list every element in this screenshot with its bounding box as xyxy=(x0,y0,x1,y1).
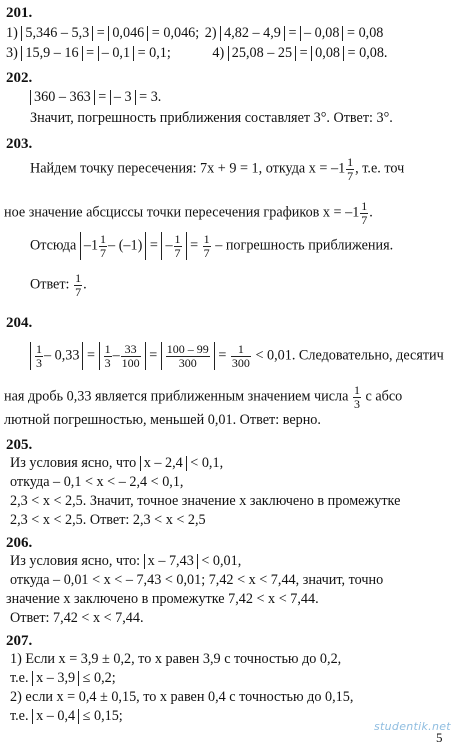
problem-203-line3: Отсюда –1 $\frac{1}{7}$ – (–1) = – $\frac{1}{7}$ = $\frac{1}{7}$ – погрешность приближения. xyxy=(30,232,394,260)
problem-202-number: 202. xyxy=(6,70,33,86)
problem-206-line4: Ответ: 7,42 < x < 7,44. xyxy=(10,610,144,626)
watermark: studentik.net xyxy=(374,720,451,733)
problem-203-answer: Ответ: $\frac{1}{7}$ . xyxy=(30,271,87,299)
problem-206-number: 206. xyxy=(6,535,33,551)
problem-207-line2: т.е. x – 3,9 ≤ 0,2; xyxy=(10,670,116,686)
problem-204-number: 204. xyxy=(6,315,33,331)
problem-207-line1: 1) Если x = 3,9 ± 0,2, то x равен 3,9 с точностью до 0,2, xyxy=(10,651,342,667)
problem-207-number: 207. xyxy=(6,633,33,649)
problem-207-line4: т.е. x – 0,4 ≤ 0,15; xyxy=(10,708,123,724)
problem-201-number: 201. xyxy=(6,5,33,21)
problem-203-number: 203. xyxy=(6,136,33,152)
problem-204-line3: лютной погрешностью, меньшей 0,01. Ответ: верно. xyxy=(4,412,321,428)
problem-205-line2: откуда – 0,1 < x < – 2,4 < 0,1, xyxy=(10,474,184,490)
problem-201-row1: 1) 5,346 – 5,3 = 0,046 = 0,046; 2) 4,82 – 4,9 = – 0,08 = 0,08 xyxy=(6,25,384,41)
problem-205-line3: 2,3 < x < 2,5. Значит, точное значение x заключено в промежутке xyxy=(10,493,401,509)
problem-207-line3: 2) если x = 0,4 ± 0,15, то x равен 0,4 с точностью до 0,15, xyxy=(10,689,354,705)
problem-202-equation: 360 – 363 = – 3 = 3. xyxy=(30,90,161,105)
problem-203-line1: Найдем точку пересечения: 7x + 9 = 1, откуда x = –1 $\frac{1}{7}$ , т.е. точ xyxy=(30,155,405,183)
problem-203-line2: ное значение абсциссы точки пересечения графиков x = –1 $\frac{1}{7}$ . xyxy=(4,199,373,227)
page-number: 5 xyxy=(436,730,443,745)
problem-206-line1: Из условия ясно, что: x – 7,43 < 0,01, xyxy=(10,553,242,569)
problem-205-number: 205. xyxy=(6,437,33,453)
problem-202-text: Значит, погрешность приближения составляет 3°. Ответ: 3°. xyxy=(30,110,393,126)
problem-201-row2: 3) 15,9 – 16 = – 0,1 = 0,1; 4) 25,08 – 25 = 0,08 = 0,08. xyxy=(6,45,388,61)
problem-206-line2: откуда – 0,01 < x < – 7,43 < 0,01; 7,42 < x < 7,44, значит, точно xyxy=(10,572,384,588)
problem-205-line4: 2,3 < x < 2,5. Ответ: 2,3 < x < 2,5 xyxy=(10,512,206,528)
problem-204-line2: ная дробь 0,33 является приближенным значением числа $\frac{1}{3}$ с абсо xyxy=(4,383,403,411)
problem-204-line1: $\frac{1}{3}$ – 0,33 = $\frac{1}{3}$ – $\frac{33}{100}$ = $\frac{100 - 99}{300}$ = $\frac{1}{300}$ < 0,01. Следовательно, десятич xyxy=(30,342,444,370)
problem-205-line1: Из условия ясно, что x – 2,4 < 0,1, xyxy=(10,455,224,471)
problem-206-line3: значение x заключено в промежутке 7,42 < x < 7,44. xyxy=(6,591,319,607)
